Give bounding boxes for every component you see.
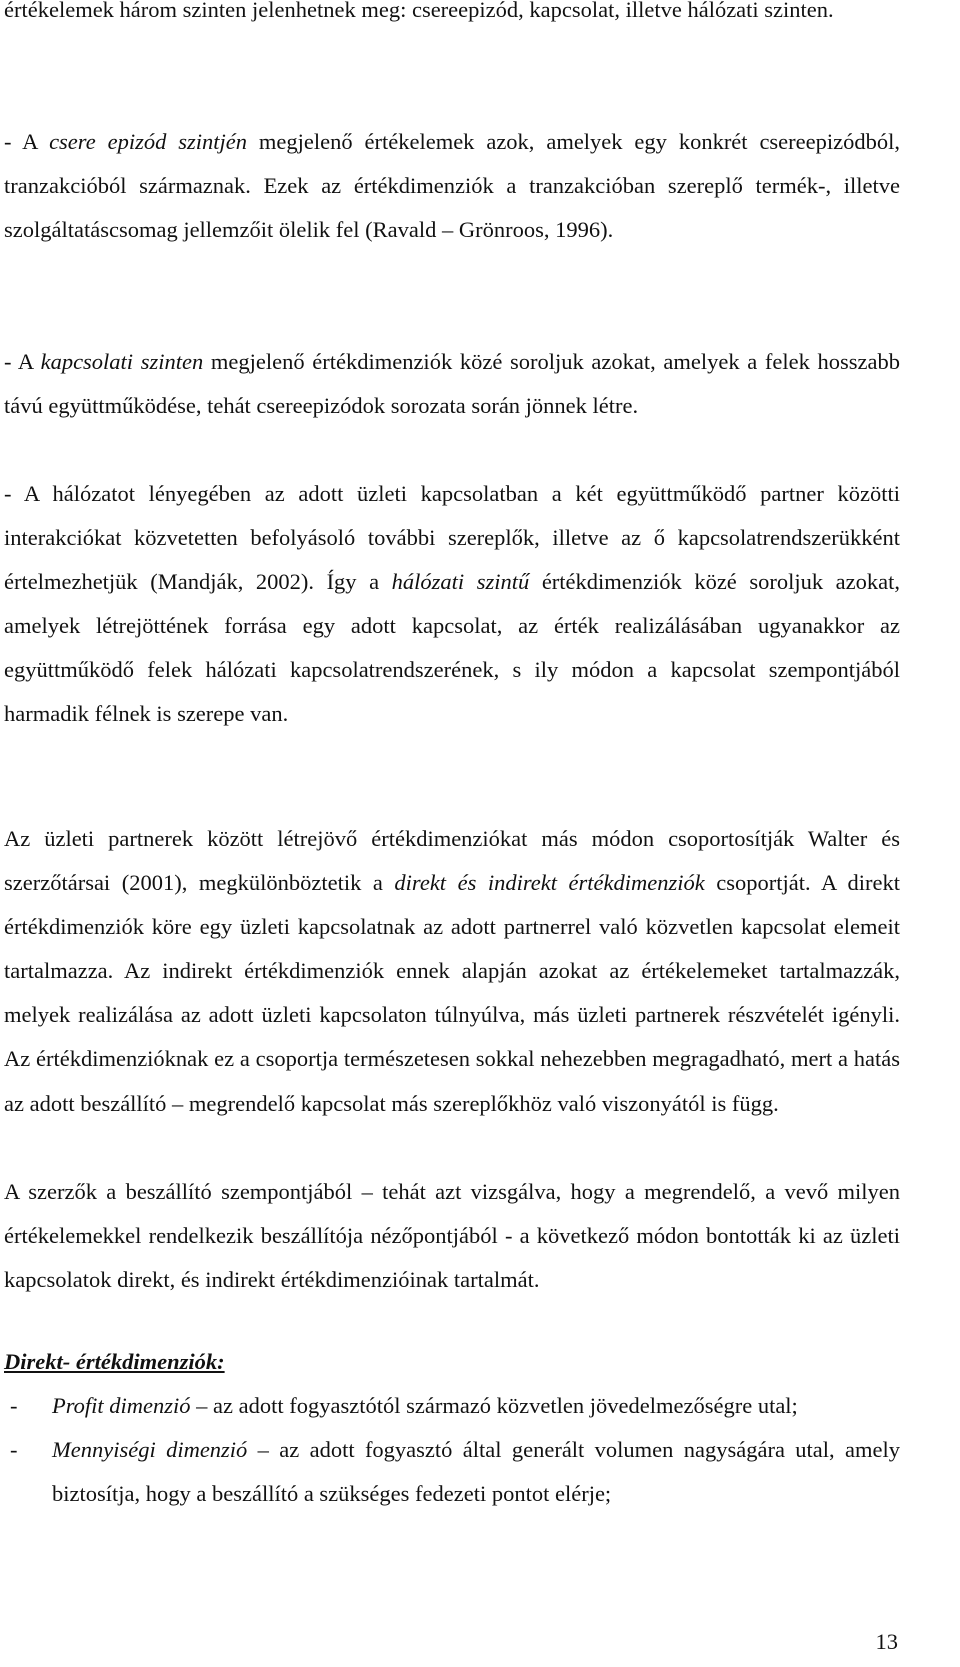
- paragraph-network-level: [4, 472, 900, 737]
- list-item: [4, 1428, 900, 1516]
- italic-term: hálózati szintű: [391, 569, 530, 595]
- text-run: megjelenő értékdimenziók közé soroljuk azokat, amelyek a felek hosszabb távú együttműködése, tehát csereepizódok sorozata során jönnek létre.: [4, 349, 900, 419]
- list-term: Mennyiségi dimenzió: [52, 1437, 248, 1463]
- section-heading-direct-dimensions: Direkt- értékdimenziók:: [4, 1349, 225, 1374]
- list-text: – az adott fogyasztó által generált volumen nagyságára utal, amely biztosítja, hogy a beszállító a szükséges fedezeti pontot elérje;: [52, 1437, 900, 1507]
- paragraph-supplier-perspective: [4, 1170, 900, 1302]
- paragraph-direct-indirect: [4, 817, 900, 1126]
- text-run: csoportját. A direkt értékdimenziók köre egy üzleti kapcsolatnak az adott partnerrel való közvetlen kapcsolat elemeit tartalmazza. Az indirekt értékdimenziók ennek alapján azokat az értékelemeket tartalmazzák, melyek realizálása az adott üzleti kapcsolaton túlnyúlva, más üzleti partnerek részvételét igényli. Az értékdimenzióknak ez a csoportja természetesen sokkal nehezebben megragadható, mert a hatás az adott beszállító – megrendelő kapcsolat más szereplőkhöz való viszonyától is függ.: [4, 870, 900, 1116]
- text-run: - A: [4, 349, 41, 374]
- list-item: [4, 1384, 900, 1428]
- text-run: értékdimenziók közé soroljuk azokat, amelyek létrejöttének forrása egy adott kapcsolat, az érték realizálásában ugyanakkor az együttműködő felek hálózati kapcsolatrendszerének, s ily módon a kapcsolat szempontjából harmadik félnek is szerepe van.: [4, 569, 900, 727]
- list-dash: -: [10, 1393, 18, 1418]
- list-dash: -: [10, 1437, 18, 1463]
- list-term: Profit dimenzió: [52, 1393, 191, 1418]
- italic-term: csere epizód szintjén: [49, 129, 247, 154]
- text-run: értékelemek három szinten jelenhetnek meg: csereepizód, kapcsolat, illetve hálózati szinten.: [4, 0, 834, 22]
- paragraph-exchange-episode: [4, 120, 900, 252]
- text-run: - A hálózatot lényegében az adott üzleti kapcsolatban a két együttműködő partner közötti interakciókat közvetetten befolyásoló további szereplők, illetve az ő kapcsolatrendszerükként értelmezhetjük (Mandják, 2002). Így a: [4, 481, 900, 595]
- page-number: 13: [875, 1629, 898, 1654]
- paragraph-relationship-level: [4, 340, 900, 428]
- italic-term: kapcsolati szinten: [40, 349, 204, 374]
- text-run: - A: [4, 129, 50, 154]
- direct-dimensions-list: [4, 1384, 900, 1516]
- paragraph-intro: [4, 0, 900, 32]
- text-run: Az üzleti partnerek között létrejövő értékdimenziókat más módon csoportosítják Walter és szerzőtársai (2001), megkülönböztetik a: [4, 826, 900, 896]
- text-run: megjelenő értékelemek azok, amelyek egy konkrét csereepizódból, tranzakcióból származnak. Ezek az értékdimenziók a tranzakcióban szereplő termék-, illetve szolgáltatáscsomag jellemzőit ölelik fel (Ravald – Grönroos, 1996).: [4, 129, 901, 243]
- italic-term: direkt és indirekt értékdimenziók: [394, 870, 705, 896]
- list-text: – az adott fogyasztótól származó közvetlen jövedelmezőségre utal;: [190, 1393, 798, 1418]
- text-run: A szerzők a beszállító szempontjából – tehát azt vizsgálva, hogy a megrendelő, a vevő milyen értékelemekkel rendelkezik beszállítója nézőpontjából - a következő módon bontották ki az üzleti kapcsolatok direkt, és indirekt értékdimenzióinak tartalmát.: [4, 1179, 900, 1293]
